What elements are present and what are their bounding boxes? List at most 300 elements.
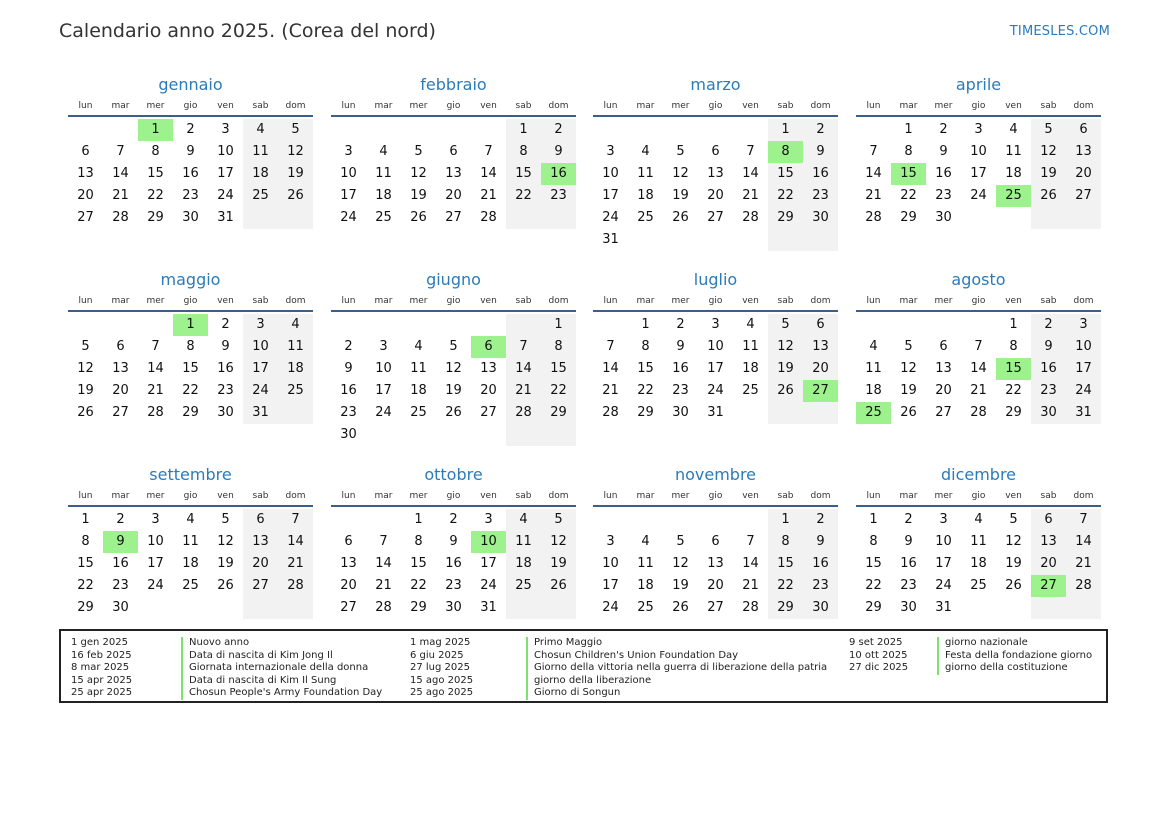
day-cell: 21	[112, 188, 129, 203]
holiday-day-cell: 25	[856, 402, 891, 424]
weekday-label: mer	[409, 101, 428, 111]
day-cell: 22	[77, 578, 94, 593]
day-cell: 16	[112, 556, 129, 571]
day-cell: 19	[768, 358, 803, 380]
weekday-label: mar	[899, 101, 918, 111]
month-name: settembre	[149, 465, 232, 484]
day-cell: 30	[182, 210, 199, 225]
month-agosto	[856, 268, 1101, 424]
day-cell: 26	[672, 210, 689, 225]
day-cell: 27	[707, 210, 724, 225]
weekday-label: mer	[934, 296, 953, 306]
day-cell: 3	[1066, 314, 1101, 336]
empty-cell	[173, 597, 208, 619]
weekday-label: ven	[480, 101, 497, 111]
day-cell: 24	[935, 578, 952, 593]
day-cell: 3	[151, 512, 160, 527]
day-cell: 8	[1009, 339, 1018, 354]
weekday-label: gio	[183, 101, 198, 111]
day-cell: 11	[506, 531, 541, 553]
day-cell: 30	[803, 597, 838, 619]
empty-cell	[856, 314, 891, 336]
day-cell: 23	[340, 405, 357, 420]
day-cell: 25	[742, 383, 759, 398]
day-grid	[68, 314, 313, 424]
weekday-label: mer	[934, 101, 953, 111]
day-grid	[856, 509, 1101, 619]
weekday-label: mar	[636, 101, 655, 111]
holiday-date: 16 feb 2025	[71, 649, 132, 661]
weekday-label: ven	[217, 491, 234, 501]
day-cell: 13	[77, 166, 94, 181]
day-cell: 18	[865, 383, 882, 398]
empty-cell	[856, 119, 891, 141]
weekday-label: lun	[866, 101, 881, 111]
day-cell: 7	[869, 144, 878, 159]
day-cell: 19	[278, 163, 313, 185]
day-cell: 30	[935, 210, 952, 225]
empty-cell	[733, 229, 768, 251]
empty-cell	[436, 424, 471, 446]
weekday-header	[331, 487, 576, 507]
day-cell: 8	[541, 336, 576, 358]
day-cell: 19	[410, 188, 427, 203]
day-cell: 13	[445, 166, 462, 181]
day-cell: 27	[707, 600, 724, 615]
empty-cell	[803, 402, 838, 424]
day-cell: 10	[602, 556, 619, 571]
holiday-day-cell: 16	[541, 163, 576, 185]
day-cell: 10	[217, 144, 234, 159]
empty-cell	[68, 119, 103, 141]
day-cell: 5	[81, 339, 90, 354]
day-cell: 27	[243, 575, 278, 597]
day-cell: 8	[904, 144, 913, 159]
day-cell: 27	[480, 405, 497, 420]
empty-cell	[103, 119, 138, 141]
empty-cell	[996, 597, 1031, 619]
day-cell: 13	[1066, 141, 1101, 163]
weekday-label: dom	[810, 491, 831, 501]
day-cell: 24	[243, 380, 278, 402]
empty-cell	[401, 424, 436, 446]
weekday-label: dom	[1073, 101, 1094, 111]
weekday-label: sab	[777, 101, 794, 111]
empty-cell	[1031, 207, 1066, 229]
day-cell: 4	[506, 509, 541, 531]
day-cell: 17	[243, 358, 278, 380]
day-cell: 23	[672, 383, 689, 398]
empty-cell	[961, 207, 996, 229]
day-cell: 27	[340, 600, 357, 615]
day-cell: 6	[344, 534, 353, 549]
day-cell: 28	[506, 402, 541, 424]
weekday-label: dom	[548, 491, 569, 501]
day-cell: 8	[506, 141, 541, 163]
day-cell: 11	[278, 336, 313, 358]
day-cell: 21	[742, 188, 759, 203]
day-cell: 20	[707, 188, 724, 203]
day-cell: 4	[379, 144, 388, 159]
holiday-name: giorno della costituzione	[937, 662, 1068, 675]
month-ottobre	[331, 463, 576, 619]
day-cell: 24	[147, 578, 164, 593]
month-name: luglio	[693, 270, 738, 289]
day-cell: 21	[602, 383, 619, 398]
day-cell: 12	[410, 166, 427, 181]
month-name: dicembre	[940, 465, 1017, 484]
day-cell: 10	[1066, 336, 1101, 358]
day-cell: 21	[865, 188, 882, 203]
empty-cell	[961, 314, 996, 336]
day-cell: 6	[803, 314, 838, 336]
day-cell: 1	[506, 119, 541, 141]
weekday-label: mer	[146, 491, 165, 501]
day-cell: 7	[116, 144, 125, 159]
day-cell: 5	[768, 314, 803, 336]
weekday-label: lun	[78, 491, 93, 501]
day-cell: 15	[637, 361, 654, 376]
day-cell: 22	[410, 578, 427, 593]
day-cell: 15	[77, 556, 94, 571]
empty-cell	[628, 229, 663, 251]
day-cell: 24	[340, 210, 357, 225]
day-cell: 29	[410, 600, 427, 615]
day-cell: 24	[1066, 380, 1101, 402]
holiday-day-cell: 6	[471, 336, 506, 358]
day-cell: 5	[414, 144, 423, 159]
weekday-label: mar	[374, 296, 393, 306]
day-cell: 16	[1031, 358, 1066, 380]
weekday-label: lun	[341, 296, 356, 306]
day-cell: 16	[900, 556, 917, 571]
day-grid	[856, 119, 1101, 229]
day-cell: 2	[939, 122, 948, 137]
month-gennaio	[68, 73, 313, 229]
weekday-label: lun	[78, 296, 93, 306]
weekday-label: mar	[374, 101, 393, 111]
weekday-label: lun	[341, 491, 356, 501]
day-cell: 11	[865, 361, 882, 376]
day-cell: 24	[375, 405, 392, 420]
day-cell: 2	[676, 317, 685, 332]
day-cell: 26	[768, 380, 803, 402]
day-cell: 19	[672, 188, 689, 203]
month-name: gennaio	[158, 75, 223, 94]
day-cell: 26	[217, 578, 234, 593]
day-cell: 26	[672, 600, 689, 615]
holiday-day-cell: 1	[138, 119, 173, 141]
month-name: aprile	[955, 75, 1002, 94]
holiday-day-cell: 8	[768, 141, 803, 163]
weekday-label: gio	[183, 296, 198, 306]
day-cell: 14	[506, 358, 541, 380]
day-cell: 28	[278, 575, 313, 597]
day-cell: 25	[506, 575, 541, 597]
day-cell: 16	[672, 361, 689, 376]
weekday-label: ven	[217, 296, 234, 306]
holiday-name: Giornata internazionale della donna	[181, 662, 368, 675]
day-cell: 22	[147, 188, 164, 203]
page-title: Calendario anno 2025. (Corea del nord)	[59, 20, 436, 42]
day-cell: 27	[77, 210, 94, 225]
empty-cell	[366, 424, 401, 446]
weekday-label: mer	[409, 491, 428, 501]
day-cell: 31	[480, 600, 497, 615]
empty-cell	[471, 119, 506, 141]
weekday-label: lun	[866, 491, 881, 501]
empty-cell	[436, 314, 471, 336]
weekday-label: gio	[446, 296, 461, 306]
day-cell: 30	[672, 405, 689, 420]
day-cell: 20	[445, 188, 462, 203]
holiday-date: 8 mar 2025	[71, 662, 130, 673]
empty-cell	[506, 207, 541, 229]
holiday-date: 1 gen 2025	[71, 637, 129, 648]
month-giugno	[331, 268, 576, 446]
day-grid	[593, 314, 838, 424]
weekday-label: dom	[810, 101, 831, 111]
day-cell: 28	[480, 210, 497, 225]
weekday-label: mer	[146, 101, 165, 111]
day-cell: 21	[506, 380, 541, 402]
weekday-label: gio	[971, 491, 986, 501]
weekday-label: dom	[285, 101, 306, 111]
day-cell: 17	[480, 556, 497, 571]
empty-cell	[506, 424, 541, 446]
day-cell: 6	[116, 339, 125, 354]
day-cell: 2	[116, 512, 125, 527]
day-cell: 22	[768, 575, 803, 597]
month-name: maggio	[160, 270, 221, 289]
day-cell: 3	[974, 122, 983, 137]
day-cell: 3	[606, 534, 615, 549]
month-maggio	[68, 268, 313, 424]
day-grid	[331, 314, 576, 446]
holiday-day-cell: 27	[1031, 575, 1066, 597]
day-cell: 17	[935, 556, 952, 571]
day-cell: 14	[970, 361, 987, 376]
holiday-name: Giorno della vittoria nella guerra di liberazione della patria	[526, 662, 827, 675]
day-cell: 2	[803, 509, 838, 531]
day-cell: 24	[217, 188, 234, 203]
day-cell: 26	[1031, 185, 1066, 207]
empty-cell	[768, 402, 803, 424]
weekday-label: lun	[603, 101, 618, 111]
holiday-name: Chosun Children's Union Foundation Day	[526, 650, 738, 663]
empty-cell	[891, 314, 926, 336]
day-cell: 9	[803, 141, 838, 163]
weekday-label: mar	[111, 101, 130, 111]
day-cell: 31	[217, 210, 234, 225]
day-cell: 18	[506, 553, 541, 575]
day-cell: 29	[182, 405, 199, 420]
month-novembre	[593, 463, 838, 619]
weekday-label: gio	[971, 296, 986, 306]
holiday-name: giorno della liberazione	[526, 675, 651, 688]
empty-cell	[996, 207, 1031, 229]
weekday-label: lun	[866, 296, 881, 306]
day-cell: 2	[1031, 314, 1066, 336]
day-cell: 30	[112, 600, 129, 615]
holiday-date: 10 ott 2025	[849, 649, 908, 661]
empty-cell	[506, 314, 541, 336]
empty-cell	[243, 207, 278, 229]
weekday-label: sab	[515, 101, 532, 111]
holiday-date: 6 giu 2025	[410, 649, 464, 661]
day-cell: 10	[147, 534, 164, 549]
day-cell: 20	[1066, 163, 1101, 185]
weekday-label: sab	[252, 296, 269, 306]
day-cell: 16	[182, 166, 199, 181]
empty-cell	[698, 119, 733, 141]
day-cell: 18	[970, 556, 987, 571]
day-cell: 21	[375, 578, 392, 593]
weekday-label: lun	[603, 491, 618, 501]
day-cell: 24	[707, 383, 724, 398]
empty-cell	[436, 119, 471, 141]
weekday-label: mar	[899, 296, 918, 306]
day-cell: 22	[1005, 383, 1022, 398]
month-dicembre	[856, 463, 1101, 619]
day-cell: 23	[445, 578, 462, 593]
day-cell: 1	[768, 509, 803, 531]
day-cell: 21	[1066, 553, 1101, 575]
weekday-label: dom	[548, 296, 569, 306]
weekday-label: dom	[548, 101, 569, 111]
day-cell: 19	[541, 553, 576, 575]
holiday-name: Primo Maggio	[526, 637, 602, 650]
weekday-label: ven	[480, 296, 497, 306]
day-cell: 12	[672, 166, 689, 181]
empty-cell	[961, 597, 996, 619]
day-cell: 21	[480, 188, 497, 203]
day-cell: 13	[340, 556, 357, 571]
empty-cell	[803, 229, 838, 251]
day-cell: 12	[672, 556, 689, 571]
day-cell: 14	[147, 361, 164, 376]
day-cell: 3	[606, 144, 615, 159]
empty-cell	[331, 119, 366, 141]
day-cell: 26	[1005, 578, 1022, 593]
day-cell: 2	[904, 512, 913, 527]
day-cell: 25	[182, 578, 199, 593]
weekday-header	[593, 487, 838, 507]
month-luglio	[593, 268, 838, 424]
day-cell: 9	[221, 339, 230, 354]
day-grid	[68, 509, 313, 619]
day-cell: 29	[768, 597, 803, 619]
weekday-header	[856, 487, 1101, 507]
weekday-label: mer	[671, 101, 690, 111]
month-name: giugno	[426, 270, 481, 289]
holiday-name: Data di nascita di Kim Il Sung	[181, 675, 336, 688]
day-cell: 2	[541, 119, 576, 141]
day-cell: 5	[449, 339, 458, 354]
day-cell: 2	[803, 119, 838, 141]
holiday-date: 27 dic 2025	[849, 662, 909, 673]
day-cell: 8	[186, 339, 195, 354]
weekday-label: ven	[1005, 101, 1022, 111]
weekday-label: dom	[810, 296, 831, 306]
day-cell: 16	[217, 361, 234, 376]
day-cell: 20	[77, 188, 94, 203]
day-cell: 14	[112, 166, 129, 181]
day-cell: 17	[340, 188, 357, 203]
empty-cell	[593, 119, 628, 141]
day-cell: 4	[186, 512, 195, 527]
day-cell: 3	[243, 314, 278, 336]
day-cell: 31	[935, 600, 952, 615]
day-cell: 1	[869, 512, 878, 527]
day-cell: 3	[711, 317, 720, 332]
weekday-label: sab	[252, 491, 269, 501]
day-cell: 31	[707, 405, 724, 420]
day-cell: 28	[1066, 575, 1101, 597]
weekday-label: dom	[285, 296, 306, 306]
day-cell: 7	[484, 144, 493, 159]
weekday-label: gio	[708, 491, 723, 501]
weekday-label: sab	[515, 296, 532, 306]
empty-cell	[698, 509, 733, 531]
site-link[interactable]: TIMESLES.COM	[1009, 24, 1110, 39]
day-cell: 28	[742, 600, 759, 615]
day-cell: 4	[278, 314, 313, 336]
month-settembre	[68, 463, 313, 619]
day-cell: 11	[1005, 144, 1022, 159]
weekday-header	[593, 97, 838, 117]
empty-cell	[926, 314, 961, 336]
month-febbraio	[331, 73, 576, 229]
day-cell: 18	[410, 383, 427, 398]
weekday-label: sab	[777, 296, 794, 306]
day-cell: 7	[278, 509, 313, 531]
day-cell: 22	[637, 383, 654, 398]
day-cell: 1	[81, 512, 90, 527]
day-cell: 13	[707, 556, 724, 571]
empty-cell	[138, 314, 173, 336]
weekday-header	[68, 97, 313, 117]
empty-cell	[68, 314, 103, 336]
day-cell: 17	[970, 166, 987, 181]
holiday-day-cell: 10	[471, 531, 506, 553]
weekday-label: mar	[111, 296, 130, 306]
day-cell: 3	[344, 144, 353, 159]
holiday-day-cell: 15	[891, 163, 926, 185]
weekday-label: mer	[934, 491, 953, 501]
day-cell: 11	[243, 141, 278, 163]
day-cell: 4	[974, 512, 983, 527]
empty-cell	[663, 229, 698, 251]
day-cell: 8	[768, 531, 803, 553]
day-cell: 8	[641, 339, 650, 354]
day-cell: 12	[541, 531, 576, 553]
weekday-label: sab	[1040, 101, 1057, 111]
day-cell: 14	[602, 361, 619, 376]
empty-cell	[331, 314, 366, 336]
day-cell: 7	[151, 339, 160, 354]
empty-cell	[506, 597, 541, 619]
day-cell: 17	[375, 383, 392, 398]
holiday-date: 25 ago 2025	[410, 687, 474, 698]
day-cell: 9	[344, 361, 353, 376]
day-cell: 28	[970, 405, 987, 420]
weekday-label: gio	[708, 296, 723, 306]
day-cell: 5	[676, 144, 685, 159]
day-cell: 23	[217, 383, 234, 398]
day-cell: 12	[445, 361, 462, 376]
day-cell: 24	[602, 210, 619, 225]
